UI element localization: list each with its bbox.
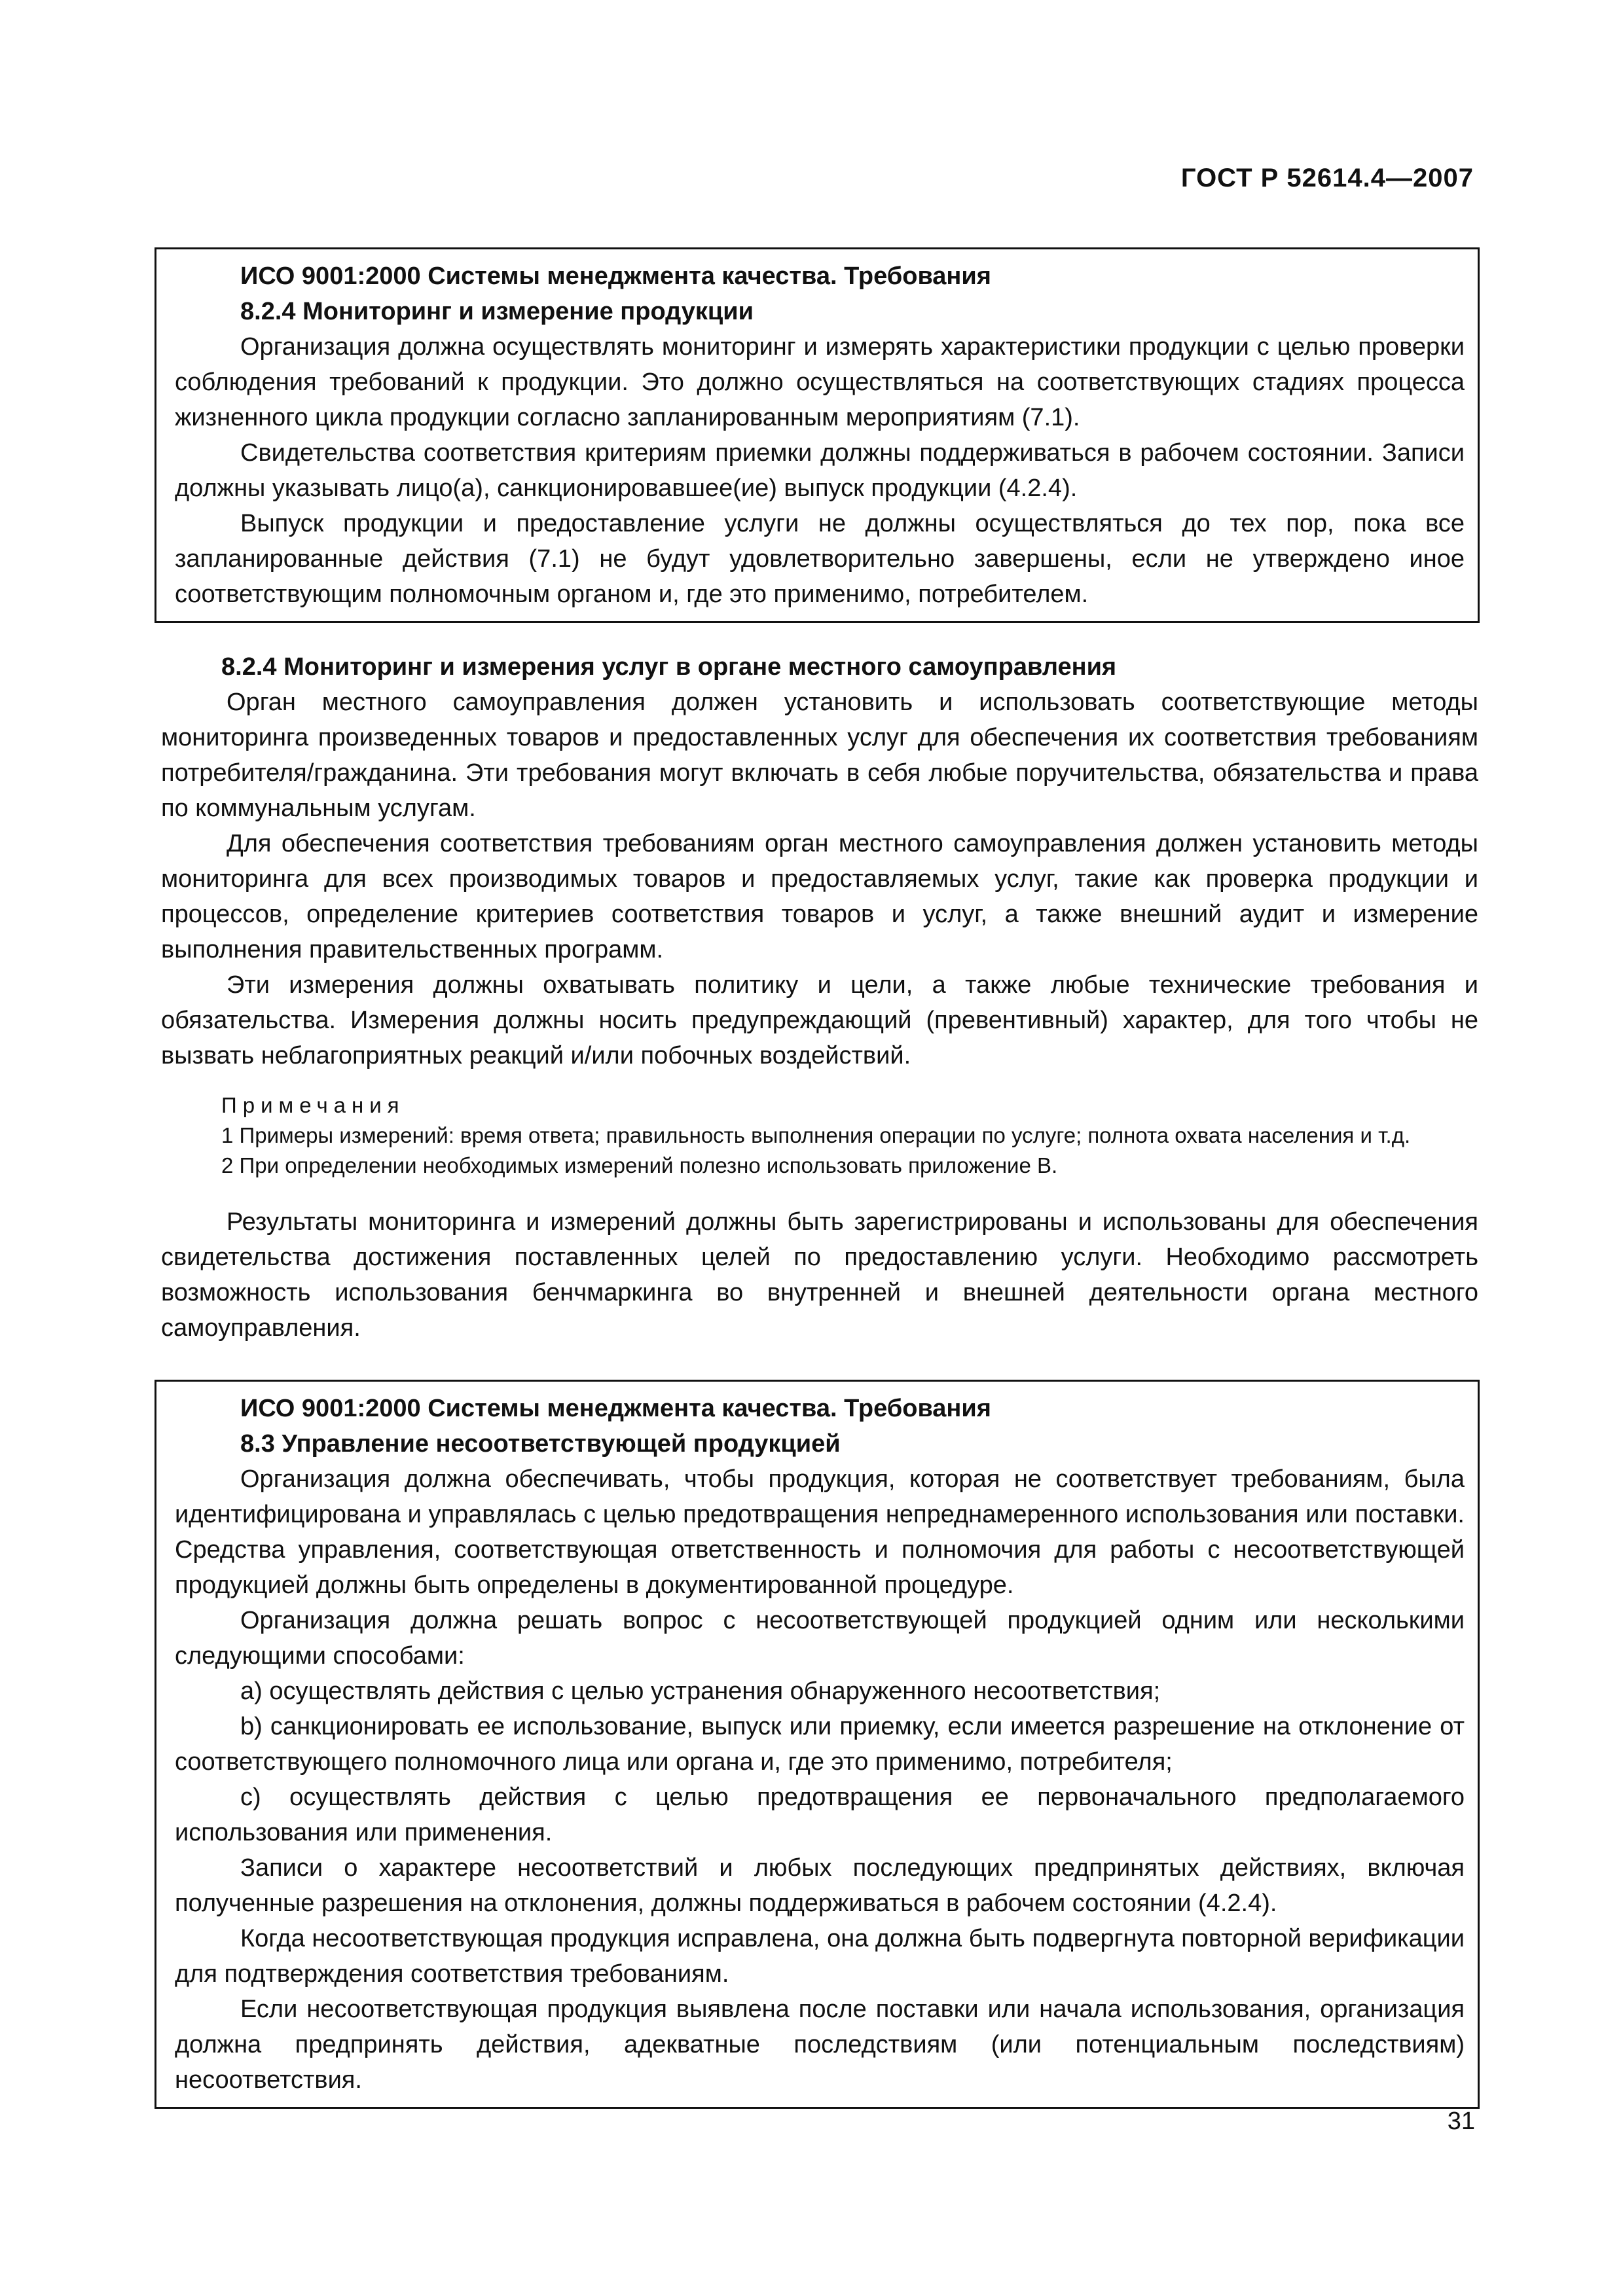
section-paragraph: Для обеспечения соответствия требованиям орган местного самоуправления должен установить методы мониторинга для всех производимых товаров и предоставляемых услуг, такие как проверка продукции и процессов, определение критериев соответствия товаров и услуг, а также внешний аудит и измерение выполнения правительственных программ. [161,830,1478,963]
box-paragraph: Выпуск продукции и предоставление услуги не должны осуществляться до тех пор, пока все запланированные действия (7.1) не будут удовлетворительно завершены, если не утверждено иное соответствующим полномочным органом и, где это применимо, потребителем. [175,510,1465,608]
box-subtitle: 8.3 Управление несоответствующей продукцией [240,1430,841,1458]
note-item: 2 При определении необходимых измерений полезно использовать приложение В. [221,1153,1058,1177]
box-paragraph: Если несоответствующая продукция выявлена после поставки или начала использования, организация должна предпринять действия, адекватные последствиям (или потенциальным последствиям) несоответствия. [175,1996,1465,2094]
box-paragraph: Организация должна обеспечивать, чтобы продукция, которая не соответствует требованиям, была идентифицирована и управлялась с целью предотвращения непреднамеренного использования или поставки. Средства управления, соответствующая ответственность и полномочия для работы с несоответствующей продукцией должны быть определены в документированной процедуре. [175,1465,1465,1599]
document-code: ГОСТ Р 52614.4—2007 [1180,164,1474,192]
iso-quote-box-8-2-4 [155,247,1480,623]
section-paragraph: Эти измерения должны охватывать политику и цели, а также любые технические требования и обязательства. Измерения должны носить предупреждающий (превентивный) характер, для того чтобы не вызвать неблагоприятных реакций и/или побочных воздействий. [161,971,1478,1069]
box-paragraph: Записи о характере несоответствий и любых последующих предпринятых действиях, включая полученные разрешения на отклонения, должны поддерживаться в рабочем состоянии (4.2.4). [175,1854,1465,1917]
note-item: 1 Примеры измерений: время ответа; правильность выполнения операции по услуге; полнота охвата населения и т.д. [221,1123,1411,1147]
iso-quote-box-8-3 [155,1380,1480,2109]
page-content [155,247,1480,2109]
box-list-item-a: a) осуществлять действия с целью устранения обнаруженного несоответствия; [240,1677,1161,1705]
section-8-2-4 [155,649,1480,1346]
box-paragraph: Свидетельства соответствия критериям приемки должны поддерживаться в рабочем состоянии. Записи должны указывать лицо(а), санкционировавшее(ие) выпуск продукции (4.2.4). [175,439,1465,502]
notes-title: Примечания [221,1093,405,1117]
box-paragraph: Организация должна осуществлять мониторинг и измерять характеристики продукции с целью проверки соблюдения требований к продукции. Это должно осуществляться на соответствующих стадиях процесса жизненного цикла продукции согласно запланированным мероприятиям (7.1). [175,333,1465,431]
box-title: ИСО 9001:2000 Системы менеджмента качества. Требования [240,262,991,290]
section-paragraph: Орган местного самоуправления должен установить и использовать соответствующие методы мониторинга произведенных товаров и предоставленных услуг для обеспечения их соответствия требованиям потребителя/гражданина. Эти требования могут включать в себя любые поручительства, обязательства и права по коммунальным услугам. [161,689,1478,822]
box-paragraph: Организация должна решать вопрос с несоответствующей продукцией одним или несколькими следующими способами: [175,1607,1465,1670]
box-list-item-c: c) осуществлять действия с целью предотвращения ее первоначального предполагаемого использования или применения. [175,1784,1465,1846]
box-paragraph: Когда несоответствующая продукция исправлена, она должна быть подвергнута повторной верификации для подтверждения соответствия требованиям. [175,1925,1465,1988]
results-paragraph: Результаты мониторинга и измерений должны быть зарегистрированы и использованы для обеспечения свидетельства достижения поставленных целей по предоставлению услуги. Необходимо рассмотреть возможность использования бенчмаркинга во внутренней и внешней деятельности органа местного самоуправления. [161,1208,1478,1342]
box-subtitle: 8.2.4 Мониторинг и измерение продукции [240,298,754,325]
section-title: 8.2.4 Мониторинг и измерения услуг в органе местного самоуправления [221,653,1117,681]
page-number: 31 [1447,2108,1475,2135]
box-list-item-b: b) санкционировать ее использование, выпуск или приемку, если имеется разрешение на отклонение от соответствующего полномочного лица или органа и, где это применимо, потребителя; [175,1713,1465,1776]
box-title: ИСО 9001:2000 Системы менеджмента качества. Требования [240,1395,991,1422]
notes-block [161,1090,1478,1181]
